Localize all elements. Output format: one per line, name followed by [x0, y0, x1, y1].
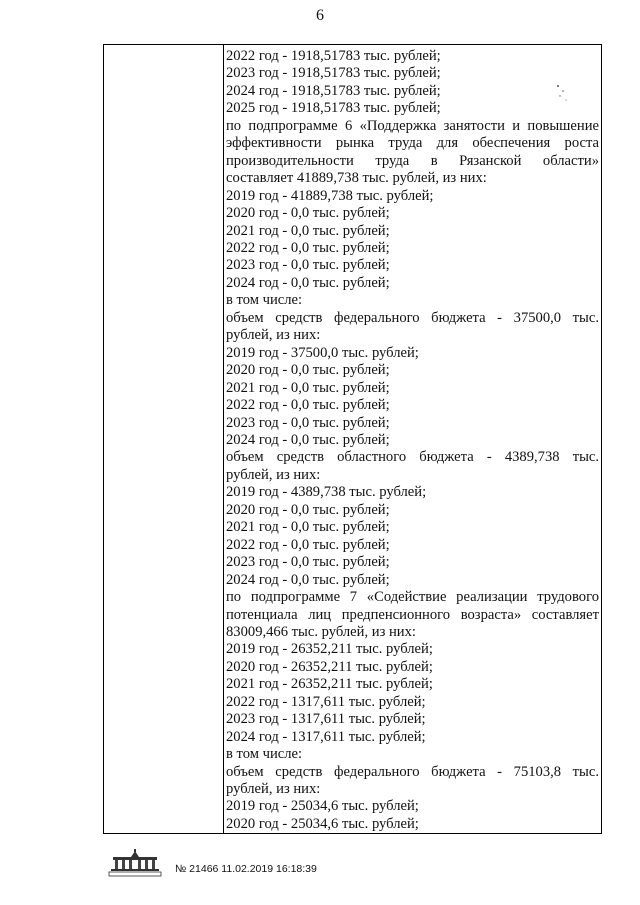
text-line: 2019 год - 41889,738 тыс. рублей; [226, 187, 434, 204]
text-line: в том числе: [226, 292, 303, 309]
text-line: 2020 год - 26352,211 тыс. рублей; [226, 658, 433, 675]
text-line: 2021 год - 0,0 тыс. рублей; [226, 519, 390, 536]
text-line: 2021 год - 26352,211 тыс. рублей; [226, 676, 433, 693]
text-line: в том числе: [226, 746, 303, 763]
text-line: 83009,466 тыс. рублей, из них: [226, 623, 416, 640]
content-table [103, 44, 602, 834]
page-number: 6 [316, 7, 324, 24]
text-line: 2023 год - 0,0 тыс. рублей; [226, 257, 390, 274]
text-line: 2022 год - 0,0 тыс. рублей; [226, 397, 390, 414]
text-line: 2020 год - 0,0 тыс. рублей; [226, 501, 390, 518]
text-line: 2022 год - 1918,51783 тыс. рублей; [226, 48, 441, 64]
text-line: рублей, из них: [226, 466, 321, 483]
text-line: 2020 год - 0,0 тыс. рублей; [226, 362, 390, 379]
text-line: 2020 год - 25034,6 тыс. рублей; [226, 815, 419, 832]
text-line: по подпрограмме 6 «Поддержка занятости и повышение [226, 117, 599, 134]
text-line: 2024 год - 0,0 тыс. рублей; [226, 431, 390, 448]
text-line: 2024 год - 0,0 тыс. рублей; [226, 571, 390, 588]
text-line: объем средств областного бюджета - 4389,738 тыс. [226, 449, 599, 466]
text-line: 2022 год - 0,0 тыс. рублей; [226, 239, 390, 256]
right-cell-text [226, 48, 599, 833]
text-line: по подпрограмме 7 «Содействие реализации трудового [226, 589, 599, 606]
text-line: 2019 год - 25034,6 тыс. рублей; [226, 798, 419, 815]
text-line: составляет 41889,738 тыс. рублей, из них: [226, 170, 487, 187]
text-line: эффективности рынка труда для обеспечения роста [226, 135, 599, 152]
footer [105, 849, 425, 879]
text-line: 2022 год - 0,0 тыс. рублей; [226, 536, 390, 553]
text-line: 2020 год - 0,0 тыс. рублей; [226, 205, 390, 222]
text-line: потенциала лиц предпенсионного возраста» составляет [226, 606, 599, 623]
text-line: 2024 год - 1317,611 тыс. рублей; [226, 728, 426, 745]
text-line: 2023 год - 1317,611 тыс. рублей; [226, 711, 426, 728]
text-line: 2023 год - 0,0 тыс. рублей; [226, 414, 390, 431]
text-line: 2022 год - 1317,611 тыс. рублей; [226, 693, 426, 710]
text-line: рублей, из них: [226, 781, 321, 798]
text-line: 2021 год - 0,0 тыс. рублей; [226, 222, 390, 239]
text-line: рублей, из них: [226, 327, 321, 344]
text-line: объем средств федерального бюджета - 75103,8 тыс. [226, 763, 599, 780]
text-line: производительности труда в Рязанской области» [226, 152, 599, 169]
column-divider [223, 45, 224, 833]
text-line: 2024 год - 1918,51783 тыс. рублей; [226, 82, 441, 99]
text-line: 2019 год - 4389,738 тыс. рублей; [226, 484, 427, 501]
text-line: 2019 год - 26352,211 тыс. рублей; [226, 641, 433, 658]
text-line: 2021 год - 0,0 тыс. рублей; [226, 379, 390, 396]
registration-stamp: № 21466 11.02.2019 16:18:39 [175, 863, 317, 875]
text-line: 2023 год - 0,0 тыс. рублей; [226, 554, 390, 571]
text-line: 2024 год - 0,0 тыс. рублей; [226, 274, 390, 291]
text-line: объем средств федерального бюджета - 37500,0 тыс. [226, 309, 599, 326]
text-line: 2023 год - 1918,51783 тыс. рублей; [226, 65, 441, 82]
text-line: 2025 год - 1918,51783 тыс. рублей; [226, 100, 441, 117]
government-building-logo [105, 849, 165, 877]
text-line: 2019 год - 37500,0 тыс. рублей; [226, 344, 419, 361]
